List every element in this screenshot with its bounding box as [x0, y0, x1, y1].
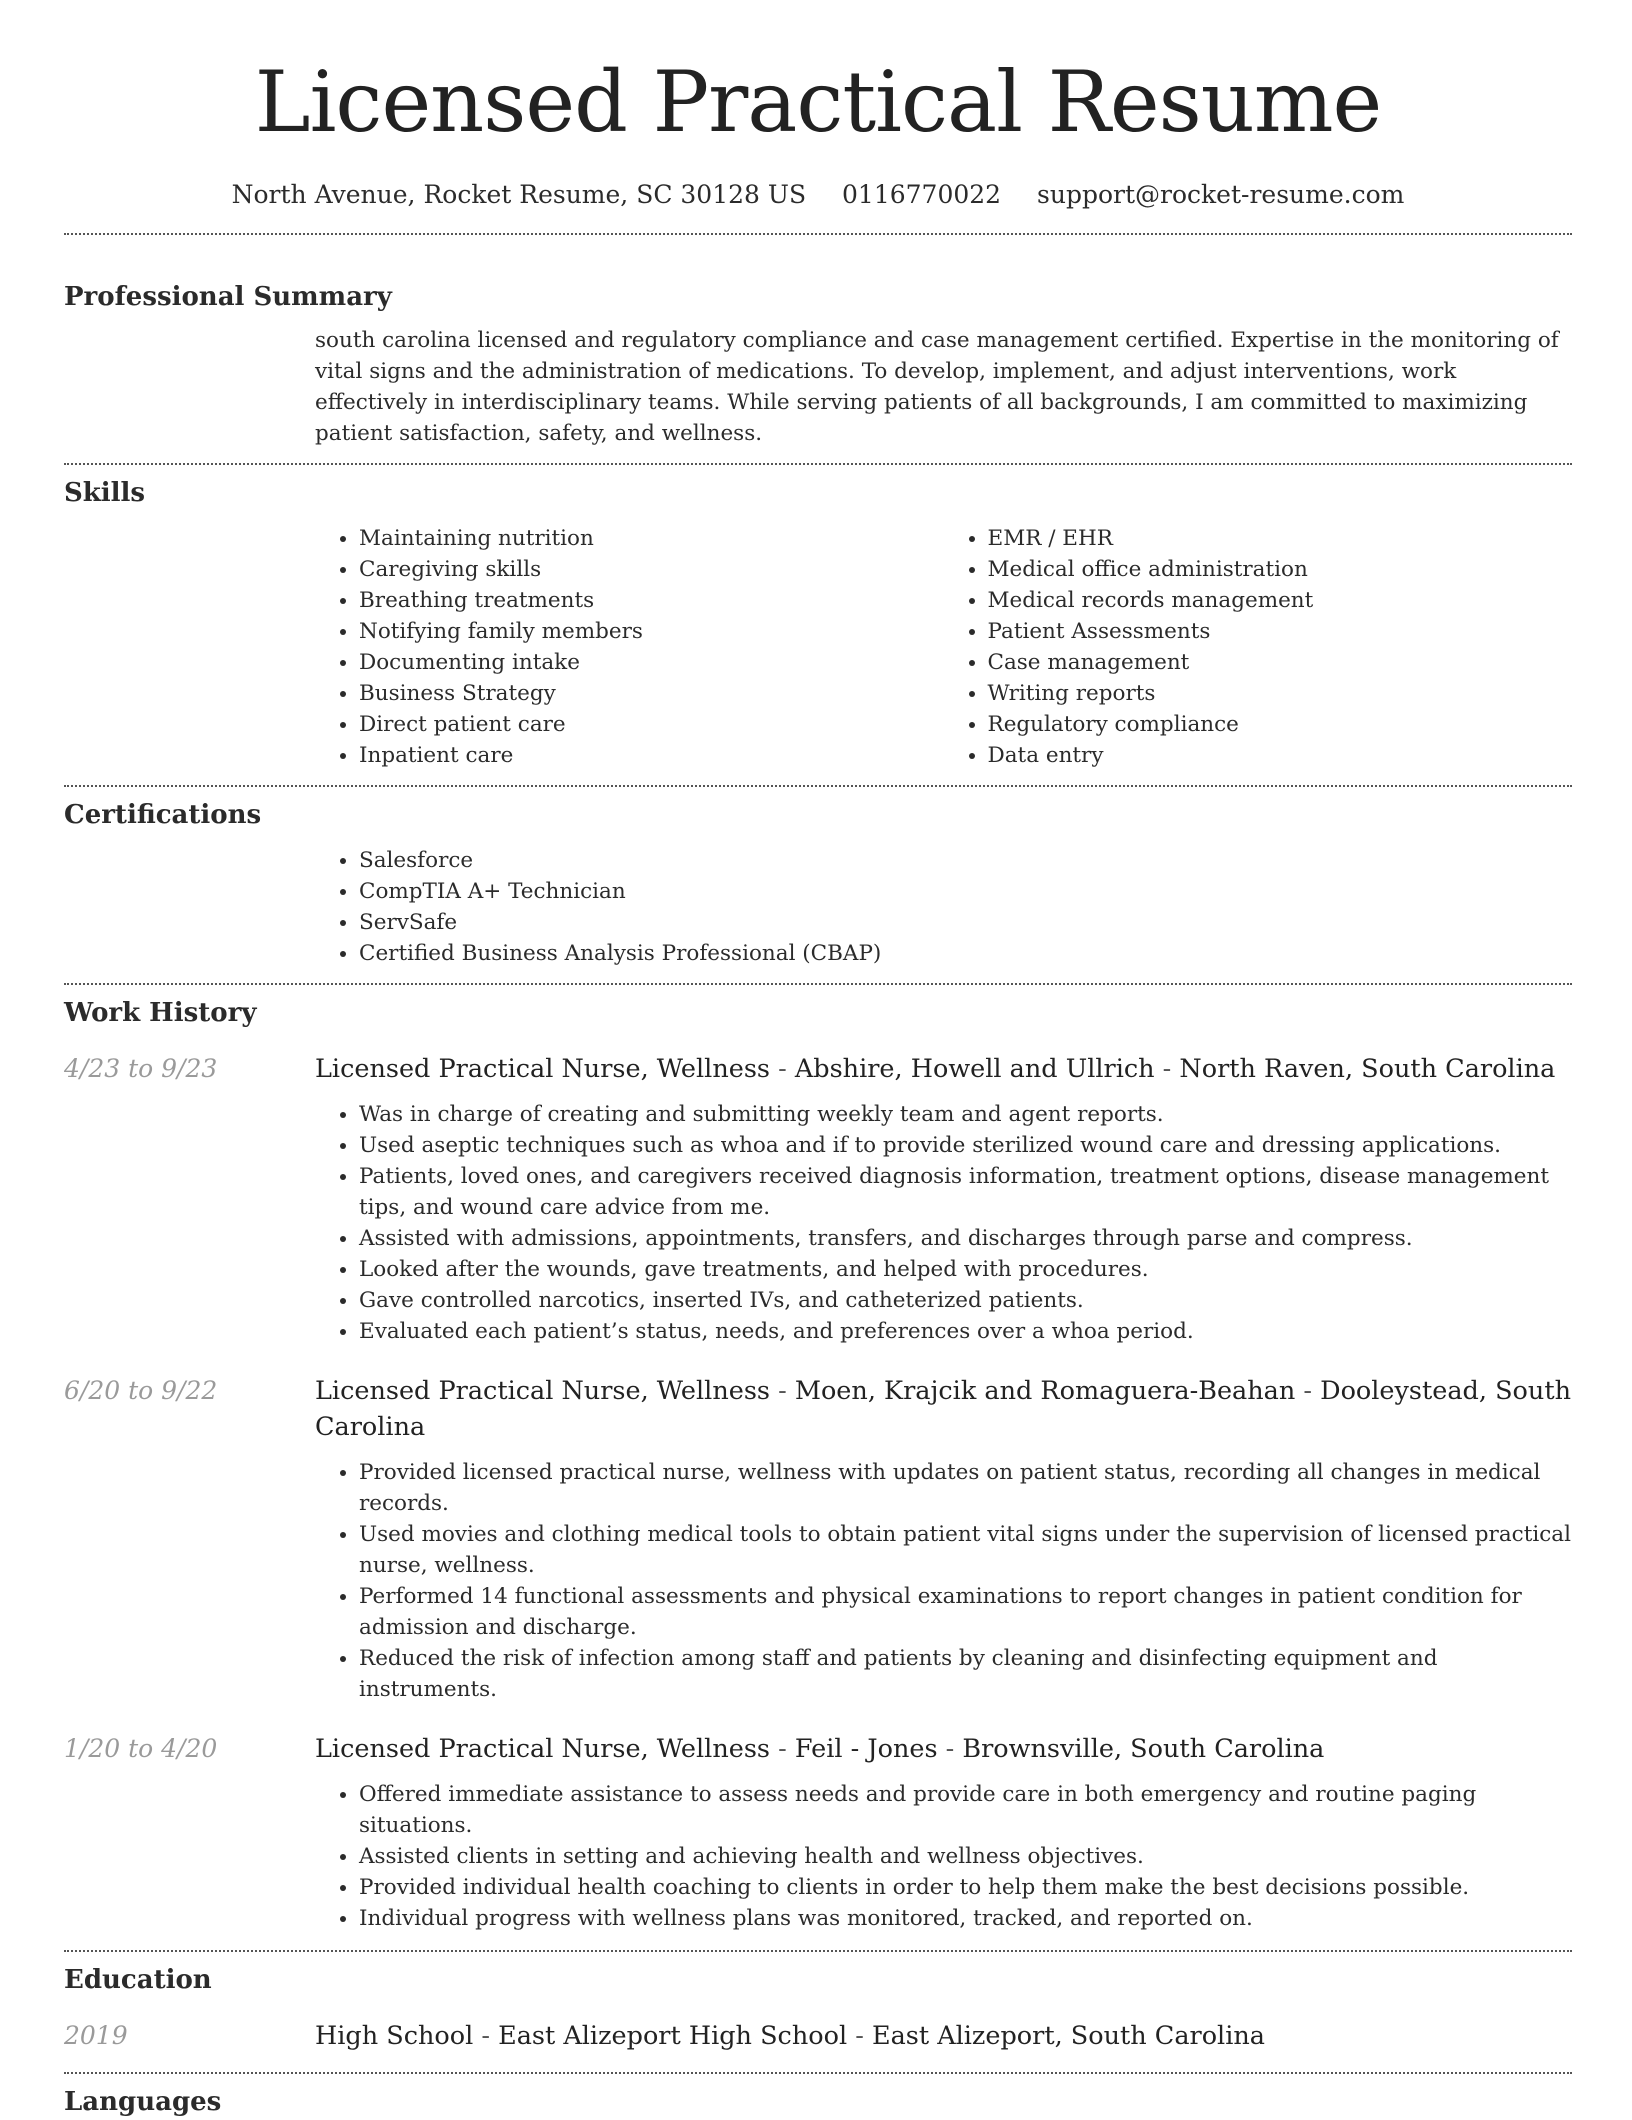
- job-entry: [64, 1051, 1572, 1347]
- skills-columns: [315, 511, 1572, 785]
- job-bullet: • Assisted clients in setting and achieving health and wellness objectives.: [359, 1841, 1572, 1872]
- skill-item: • Data entry: [988, 740, 1573, 771]
- job-role: Licensed Practical Nurse, Wellness: [315, 1734, 771, 1764]
- skill-item: • EMR / EHR: [988, 523, 1573, 554]
- job-bullet: • Was in charge of creating and submitting weekly team and agent reports.: [359, 1099, 1572, 1130]
- certifications-list: [315, 833, 1572, 983]
- job-bullet: • Assisted with admissions, appointments, transfers, and discharges through parse and compress.: [359, 1223, 1572, 1254]
- job-bullet: • Individual progress with wellness plans was monitored, tracked, and reported on.: [359, 1903, 1572, 1934]
- education-location: East Alizeport, South Carolina: [871, 2021, 1265, 2051]
- contact-line: [64, 180, 1572, 209]
- job-bullet: • Gave controlled narcotics, inserted IVs, and catheterized patients.: [359, 1285, 1572, 1316]
- section-title-education: Education: [64, 1965, 212, 1995]
- job-role: Licensed Practical Nurse, Wellness: [315, 1054, 771, 1084]
- skill-item: • Inpatient care: [359, 740, 944, 771]
- skill-item: • Business Strategy: [359, 678, 944, 709]
- email-link[interactable]: support@rocket-resume.com: [1037, 180, 1405, 209]
- job-date: 1/20 to 4/20: [64, 1734, 218, 1763]
- section-title-skills: Skills: [64, 478, 146, 508]
- section-title-work-history: Work History: [64, 998, 257, 1028]
- job-entry: [64, 1373, 1572, 1705]
- job-bullet: • Evaluated each patient’s status, needs, and preferences over a whoa period.: [359, 1316, 1572, 1347]
- job-role: Licensed Practical Nurse, Wellness: [315, 1376, 771, 1406]
- certification-item: • CompTIA A+ Technician: [359, 876, 1572, 907]
- resume-page: [64, 0, 1572, 2120]
- job-date: 4/23 to 9/23: [64, 1054, 218, 1083]
- job-location: Brownsville, South Carolina: [962, 1734, 1325, 1764]
- summary-section: [64, 235, 1572, 463]
- address-text: North Avenue, Rocket Resume, SC 30128 US: [231, 180, 807, 209]
- education-date: 2019: [64, 2021, 128, 2050]
- certifications-section: [64, 787, 1572, 983]
- job-title: Licensed Practical Nurse, Wellness - Feil - Jones - Brownsville, South Carolina: [315, 1734, 1325, 1764]
- education-school: East Alizeport High School: [498, 2021, 848, 2051]
- section-title-languages: Languages: [64, 2087, 222, 2117]
- skill-item: • Medical records management: [988, 585, 1573, 616]
- job-bullet: • Used aseptic techniques such as whoa and if to provide sterilized wound care and dressing applications.: [359, 1130, 1572, 1161]
- skill-item: • Caregiving skills: [359, 554, 944, 585]
- skills-section: [64, 465, 1572, 785]
- summary-text: south carolina licensed and regulatory compliance and case management certified. Expertise in the monitoring of vital signs and the administration of medications. To develop, implement, and adjust interventions, work effectively in interdisciplinary teams. While serving patients of all backgrounds, I am committed to maximizing patient satisfaction, safety, and wellness.: [315, 328, 1559, 446]
- job-location: Dooleystead, South Carolina: [315, 1376, 1572, 1442]
- job-company: Moen, Krajcik and Romaguera-Beahan: [794, 1376, 1296, 1406]
- job-bullet: • Provided individual health coaching to clients in order to help them make the best decisions possible.: [359, 1872, 1572, 1903]
- job-bullets: [315, 1779, 1572, 1934]
- section-title-certifications: Certifications: [64, 800, 262, 830]
- skills-list-right: [944, 523, 1573, 771]
- job-title: Licensed Practical Nurse, Wellness - Abshire, Howell and Ullrich - North Raven, South Carolina: [315, 1054, 1556, 1084]
- skill-item: • Writing reports: [988, 678, 1573, 709]
- job-bullet: • Patients, loved ones, and caregivers received diagnosis information, treatment options, disease management tips, and wound care advice from me.: [359, 1161, 1572, 1223]
- job-location: North Raven, South Carolina: [1179, 1054, 1556, 1084]
- education-title: High School - East Alizeport High School - East Alizeport, South Carolina: [315, 2021, 1265, 2051]
- skill-item: • Maintaining nutrition: [359, 523, 944, 554]
- job-bullets: [315, 1457, 1572, 1705]
- education-degree: High School: [315, 2021, 474, 2051]
- skill-item: • Medical office administration: [988, 554, 1573, 585]
- job-bullet: • Offered immediate assistance to assess needs and provide care in both emergency and routine paging situations.: [359, 1779, 1572, 1841]
- phone-text: 0116770022: [842, 180, 1002, 209]
- certification-item: • Certified Business Analysis Professional (CBAP): [359, 938, 1572, 969]
- job-bullet: • Looked after the wounds, gave treatments, and helped with procedures.: [359, 1254, 1572, 1285]
- work-history-section: [64, 985, 1572, 1950]
- languages-section: [64, 2074, 1572, 2120]
- job-company: Abshire, Howell and Ullrich: [794, 1054, 1155, 1084]
- section-title-summary: Professional Summary: [64, 282, 392, 312]
- education-section: [64, 1952, 1572, 2072]
- education-entry: [64, 2018, 1572, 2054]
- job-company: Feil - Jones: [794, 1734, 938, 1764]
- job-date: 6/20 to 9/22: [64, 1376, 218, 1405]
- job-bullet: • Provided licensed practical nurse, wellness with updates on patient status, recording all changes in medical records.: [359, 1457, 1572, 1519]
- skill-item: • Documenting intake: [359, 647, 944, 678]
- certification-item: • ServSafe: [359, 907, 1572, 938]
- skill-item: • Notifying family members: [359, 616, 944, 647]
- certification-item: • Salesforce: [359, 845, 1572, 876]
- job-bullets: [315, 1099, 1572, 1347]
- job-bullet: • Performed 14 functional assessments and physical examinations to report changes in patient condition for admission and discharge.: [359, 1581, 1572, 1643]
- skill-item: • Case management: [988, 647, 1573, 678]
- skill-item: • Regulatory compliance: [988, 709, 1573, 740]
- skills-list-left: [315, 523, 944, 771]
- job-bullet: • Used movies and clothing medical tools to obtain patient vital signs under the supervision of licensed practical nurse, wellness.: [359, 1519, 1572, 1581]
- skill-item: • Direct patient care: [359, 709, 944, 740]
- skill-item: • Patient Assessments: [988, 616, 1573, 647]
- job-bullet: • Reduced the risk of infection among staff and patients by cleaning and disinfecting equipment and instruments.: [359, 1643, 1572, 1705]
- resume-title: Licensed Practical Resume: [254, 53, 1382, 151]
- job-title: Licensed Practical Nurse, Wellness - Moen, Krajcik and Romaguera-Beahan - Dooleystead, South Carolina: [315, 1376, 1572, 1442]
- skill-item: • Breathing treatments: [359, 585, 944, 616]
- job-entry: [64, 1731, 1572, 1950]
